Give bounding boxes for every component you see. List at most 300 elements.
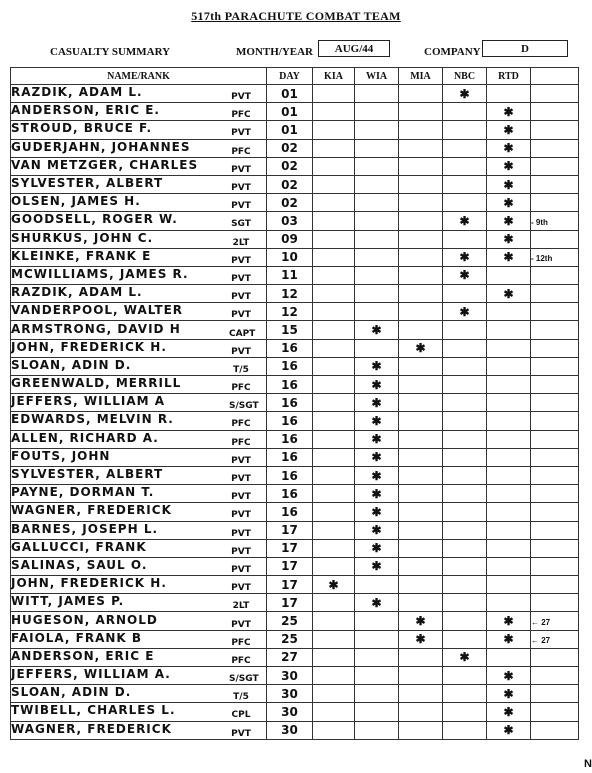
day-cell: 25 (267, 630, 313, 648)
name-rank-cell (11, 175, 267, 193)
day-cell: 17 (267, 576, 313, 594)
nbc-mark: ✱ (459, 86, 470, 101)
wia-cell (355, 175, 399, 193)
soldier-name: EDWARDS, MELVIN R. (11, 412, 174, 427)
name-rank-cell (11, 412, 267, 430)
col-header-kia: KIA (313, 68, 355, 85)
rtd-mark: ✱ (503, 195, 514, 210)
rtd-cell (487, 703, 531, 721)
table-row (11, 721, 579, 739)
name-rank-cell (11, 230, 267, 248)
day-cell: 17 (267, 539, 313, 557)
col-header-rtd: RTD (487, 68, 531, 85)
name-rank-cell (11, 303, 267, 321)
col-header-day: DAY (267, 68, 313, 85)
day-cell: 30 (267, 703, 313, 721)
extra-cell (531, 485, 579, 503)
soldier-rank: SGT (231, 219, 251, 230)
wia-mark: ✱ (371, 486, 382, 501)
nbc-cell (443, 321, 487, 339)
day-cell: 17 (267, 521, 313, 539)
day-cell: 27 (267, 648, 313, 666)
table-row (11, 357, 579, 375)
soldier-rank: 2LT (232, 237, 250, 248)
col-header-name: NAME/RANK (11, 68, 267, 85)
mia-cell (399, 412, 443, 430)
rtd-mark: ✱ (503, 686, 514, 701)
table-row (11, 503, 579, 521)
rtd-cell (487, 630, 531, 648)
extra-cell (531, 685, 579, 703)
nbc-cell (443, 157, 487, 175)
rtd-cell (487, 503, 531, 521)
nbc-cell (443, 503, 487, 521)
day-cell: 16 (267, 357, 313, 375)
soldier-name: VAN METZGER, CHARLES (11, 157, 199, 172)
soldier-name: WITT, JAMES P. (11, 594, 125, 609)
extra-cell (531, 503, 579, 521)
mia-cell (399, 103, 443, 121)
mia-cell (399, 212, 443, 230)
day-cell: 09 (267, 230, 313, 248)
wia-cell (355, 121, 399, 139)
rtd-cell (487, 576, 531, 594)
soldier-name: HUGESON, ARNOLD (11, 612, 158, 627)
kia-cell (313, 576, 355, 594)
table-row (11, 175, 579, 193)
table-row (11, 539, 579, 557)
name-rank-cell (11, 539, 267, 557)
name-rank-cell (11, 667, 267, 685)
soldier-rank: PVT (231, 455, 251, 466)
day-cell: 01 (267, 85, 313, 103)
wia-mark: ✱ (371, 504, 382, 519)
soldier-rank: PFC (231, 655, 251, 666)
wia-mark: ✱ (371, 450, 382, 465)
table-row (11, 630, 579, 648)
rtd-mark: ✱ (503, 250, 514, 265)
day-cell: 02 (267, 157, 313, 175)
soldier-rank: PVT (231, 583, 251, 594)
mia-cell (399, 248, 443, 266)
soldier-name: SYLVESTER, ALBERT (11, 467, 164, 482)
mia-cell (399, 339, 443, 357)
day-cell: 16 (267, 466, 313, 484)
soldier-rank: T/5 (233, 692, 249, 703)
kia-cell (313, 430, 355, 448)
day-cell: 25 (267, 612, 313, 630)
wia-cell (355, 285, 399, 303)
kia-cell (313, 412, 355, 430)
wia-cell (355, 230, 399, 248)
kia-cell (313, 339, 355, 357)
nbc-cell (443, 376, 487, 394)
extra-cell (531, 303, 579, 321)
kia-cell (313, 521, 355, 539)
rtd-cell (487, 394, 531, 412)
kia-cell (313, 212, 355, 230)
soldier-name: GOODSELL, ROGER W. (11, 212, 178, 227)
kia-cell (313, 321, 355, 339)
rtd-mark: ✱ (503, 614, 514, 629)
wia-cell (355, 321, 399, 339)
mia-cell (399, 503, 443, 521)
day-cell: 30 (267, 721, 313, 739)
rtd-cell (487, 594, 531, 612)
soldier-rank: PVT (231, 510, 251, 521)
name-rank-cell (11, 685, 267, 703)
table-row (11, 121, 579, 139)
kia-cell (313, 194, 355, 212)
table-header-row (11, 68, 579, 85)
table-row (11, 85, 579, 103)
mia-cell (399, 139, 443, 157)
soldier-name: RAZDIK, ADAM L. (11, 285, 143, 300)
mia-mark: ✱ (415, 632, 426, 647)
rtd-mark: ✱ (503, 668, 514, 683)
rtd-cell (487, 521, 531, 539)
name-rank-cell (11, 212, 267, 230)
soldier-name: PAYNE, DORMAN T. (11, 485, 155, 500)
day-cell: 16 (267, 376, 313, 394)
rtd-cell (487, 430, 531, 448)
margin-note: ← 27 (531, 636, 551, 646)
rtd-mark: ✱ (503, 286, 514, 301)
name-rank-cell (11, 576, 267, 594)
mia-cell (399, 266, 443, 284)
mia-cell (399, 485, 443, 503)
mia-cell (399, 685, 443, 703)
wia-cell (355, 667, 399, 685)
wia-cell (355, 339, 399, 357)
extra-cell (531, 594, 579, 612)
soldier-name: STROUD, BRUCE F. (11, 121, 153, 136)
wia-cell (355, 139, 399, 157)
mia-cell (399, 121, 443, 139)
day-cell: 16 (267, 485, 313, 503)
soldier-rank: S/SGT (229, 401, 259, 412)
wia-mark: ✱ (371, 413, 382, 428)
wia-cell (355, 557, 399, 575)
mia-cell (399, 303, 443, 321)
extra-cell (531, 612, 579, 630)
nbc-cell (443, 248, 487, 266)
wia-mark: ✱ (371, 595, 382, 610)
rtd-cell (487, 212, 531, 230)
nbc-cell (443, 667, 487, 685)
nbc-cell (443, 685, 487, 703)
col-header-wia: WIA (355, 68, 399, 85)
table-row (11, 230, 579, 248)
day-cell: 12 (267, 303, 313, 321)
wia-cell (355, 721, 399, 739)
soldier-name: SYLVESTER, ALBERT (11, 176, 164, 191)
wia-cell (355, 412, 399, 430)
kia-cell (313, 648, 355, 666)
soldier-rank: PVT (231, 546, 251, 557)
wia-cell (355, 648, 399, 666)
kia-cell (313, 266, 355, 284)
extra-cell (531, 266, 579, 284)
name-rank-cell (11, 376, 267, 394)
soldier-rank: PVT (231, 128, 251, 139)
rtd-mark: ✱ (503, 213, 514, 228)
name-rank-cell (11, 703, 267, 721)
soldier-rank: PFC (231, 419, 251, 430)
wia-cell (355, 194, 399, 212)
mia-cell (399, 448, 443, 466)
extra-cell (531, 430, 579, 448)
soldier-rank: PVT (231, 310, 251, 321)
margin-note: - 9th (531, 217, 548, 227)
extra-cell (531, 212, 579, 230)
wia-cell (355, 212, 399, 230)
col-header-nbc: NBC (443, 68, 487, 85)
nbc-cell (443, 85, 487, 103)
rtd-cell (487, 103, 531, 121)
mia-cell (399, 321, 443, 339)
rtd-cell (487, 612, 531, 630)
month-year-field[interactable]: AUG/44 (318, 40, 390, 57)
nbc-cell (443, 339, 487, 357)
rtd-cell (487, 485, 531, 503)
wia-cell (355, 303, 399, 321)
company-field[interactable]: D (482, 40, 568, 57)
table-row (11, 448, 579, 466)
nbc-cell (443, 394, 487, 412)
nbc-cell (443, 466, 487, 484)
name-rank-cell (11, 485, 267, 503)
soldier-name: JEFFERS, WILLIAM A. (11, 667, 171, 682)
nbc-cell (443, 139, 487, 157)
nbc-cell (443, 557, 487, 575)
extra-cell (531, 412, 579, 430)
kia-cell (313, 594, 355, 612)
day-cell: 17 (267, 594, 313, 612)
rtd-cell (487, 667, 531, 685)
day-cell: 12 (267, 285, 313, 303)
col-header-mia: MIA (399, 68, 443, 85)
soldier-name: ALLEN, RICHARD A. (11, 430, 159, 445)
rtd-cell (487, 85, 531, 103)
col-header-blank (531, 68, 579, 85)
kia-cell (313, 703, 355, 721)
rtd-cell (487, 230, 531, 248)
wia-cell (355, 521, 399, 539)
soldier-name: FOUTS, JOHN (11, 448, 111, 463)
table-row (11, 430, 579, 448)
soldier-rank: PVT (231, 183, 251, 194)
table-row (11, 194, 579, 212)
soldier-name: SALINAS, SAUL O. (11, 557, 148, 572)
name-rank-cell (11, 85, 267, 103)
wia-mark: ✱ (371, 395, 382, 410)
extra-cell (531, 357, 579, 375)
extra-cell (531, 230, 579, 248)
nbc-mark: ✱ (459, 304, 470, 319)
wia-mark: ✱ (371, 377, 382, 392)
rtd-mark: ✱ (503, 122, 514, 137)
form-header (0, 40, 592, 66)
wia-cell (355, 448, 399, 466)
nbc-cell (443, 266, 487, 284)
table-row (11, 285, 579, 303)
table-row (11, 376, 579, 394)
table-row (11, 576, 579, 594)
day-cell: 02 (267, 194, 313, 212)
rtd-mark: ✱ (503, 723, 514, 738)
day-cell: 16 (267, 448, 313, 466)
wia-cell (355, 357, 399, 375)
kia-cell (313, 394, 355, 412)
soldier-rank: PFC (231, 146, 251, 157)
soldier-name: WAGNER, FREDERICK (11, 503, 172, 518)
day-cell: 16 (267, 430, 313, 448)
extra-cell (531, 103, 579, 121)
rtd-mark: ✱ (503, 632, 514, 647)
soldier-name: WAGNER, FREDERICK (11, 721, 172, 736)
soldier-name: GREENWALD, MERRILL (11, 376, 182, 391)
soldier-rank: PVT (231, 164, 251, 175)
extra-cell (531, 85, 579, 103)
table-row (11, 594, 579, 612)
wia-cell (355, 576, 399, 594)
soldier-rank: PVT (231, 528, 251, 539)
name-rank-cell (11, 285, 267, 303)
soldier-rank: PVT (231, 201, 251, 212)
soldier-rank: PVT (231, 728, 251, 739)
soldier-rank: S/SGT (229, 674, 259, 685)
extra-cell (531, 576, 579, 594)
name-rank-cell (11, 630, 267, 648)
nbc-cell (443, 612, 487, 630)
kia-cell (313, 175, 355, 193)
soldier-rank: PVT (231, 474, 251, 485)
name-rank-cell (11, 339, 267, 357)
soldier-rank: PVT (231, 346, 251, 357)
table-row (11, 157, 579, 175)
nbc-cell (443, 721, 487, 739)
soldier-name: ANDERSON, ERIC E. (11, 103, 160, 118)
wia-cell (355, 703, 399, 721)
wia-cell (355, 85, 399, 103)
kia-cell (313, 121, 355, 139)
table-row (11, 266, 579, 284)
table-body (11, 85, 579, 740)
day-cell: 16 (267, 412, 313, 430)
soldier-name: SHURKUS, JOHN C. (11, 230, 154, 245)
mia-cell (399, 721, 443, 739)
rtd-cell (487, 339, 531, 357)
rtd-cell (487, 121, 531, 139)
kia-cell (313, 557, 355, 575)
wia-cell (355, 466, 399, 484)
kia-cell (313, 485, 355, 503)
day-cell: 16 (267, 394, 313, 412)
wia-cell (355, 630, 399, 648)
wia-cell (355, 503, 399, 521)
wia-mark: ✱ (371, 468, 382, 483)
wia-mark: ✱ (371, 323, 382, 338)
nbc-mark: ✱ (459, 250, 470, 265)
soldier-name: JOHN, FREDERICK H. (11, 576, 167, 591)
wia-cell (355, 248, 399, 266)
mia-cell (399, 521, 443, 539)
soldier-rank: PVT (231, 492, 251, 503)
extra-cell (531, 285, 579, 303)
kia-cell (313, 285, 355, 303)
wia-mark: ✱ (371, 523, 382, 538)
name-rank-cell (11, 139, 267, 157)
kia-cell (313, 157, 355, 175)
wia-cell (355, 539, 399, 557)
rtd-cell (487, 557, 531, 575)
extra-cell (531, 557, 579, 575)
soldier-name: VANDERPOOL, WALTER (11, 303, 184, 318)
name-rank-cell (11, 557, 267, 575)
extra-cell (531, 448, 579, 466)
summary-label: CASUALTY SUMMARY (50, 46, 171, 58)
nbc-mark: ✱ (459, 268, 470, 283)
kia-cell (313, 539, 355, 557)
kia-cell (313, 721, 355, 739)
extra-cell (531, 175, 579, 193)
mia-cell (399, 175, 443, 193)
table-row (11, 339, 579, 357)
kia-cell (313, 103, 355, 121)
margin-note: - 12th (531, 254, 553, 264)
mia-mark: ✱ (415, 341, 426, 356)
nbc-cell (443, 648, 487, 666)
mia-cell (399, 539, 443, 557)
table-row (11, 648, 579, 666)
nbc-cell (443, 576, 487, 594)
soldier-rank: PFC (231, 637, 251, 648)
name-rank-cell (11, 430, 267, 448)
rtd-cell (487, 357, 531, 375)
extra-cell (531, 194, 579, 212)
kia-cell (313, 303, 355, 321)
soldier-name: ANDERSON, ERIC E (11, 648, 155, 663)
name-rank-cell (11, 157, 267, 175)
mia-cell (399, 466, 443, 484)
wia-mark: ✱ (371, 432, 382, 447)
soldier-name: FAIOLA, FRANK B (11, 630, 143, 645)
rtd-cell (487, 285, 531, 303)
mia-cell (399, 576, 443, 594)
extra-cell (531, 521, 579, 539)
rtd-mark: ✱ (503, 232, 514, 247)
mia-cell (399, 194, 443, 212)
rtd-cell (487, 648, 531, 666)
rtd-cell (487, 175, 531, 193)
name-rank-cell (11, 194, 267, 212)
day-cell: 02 (267, 139, 313, 157)
mia-cell (399, 630, 443, 648)
wia-cell (355, 376, 399, 394)
name-rank-cell (11, 448, 267, 466)
nbc-cell (443, 412, 487, 430)
nbc-cell (443, 103, 487, 121)
wia-mark: ✱ (371, 541, 382, 556)
soldier-name: RAZDIK, ADAM L. (11, 85, 143, 100)
day-cell: 02 (267, 175, 313, 193)
day-cell: 01 (267, 103, 313, 121)
soldier-rank: PVT (231, 619, 251, 630)
name-rank-cell (11, 121, 267, 139)
name-rank-cell (11, 612, 267, 630)
extra-cell (531, 394, 579, 412)
